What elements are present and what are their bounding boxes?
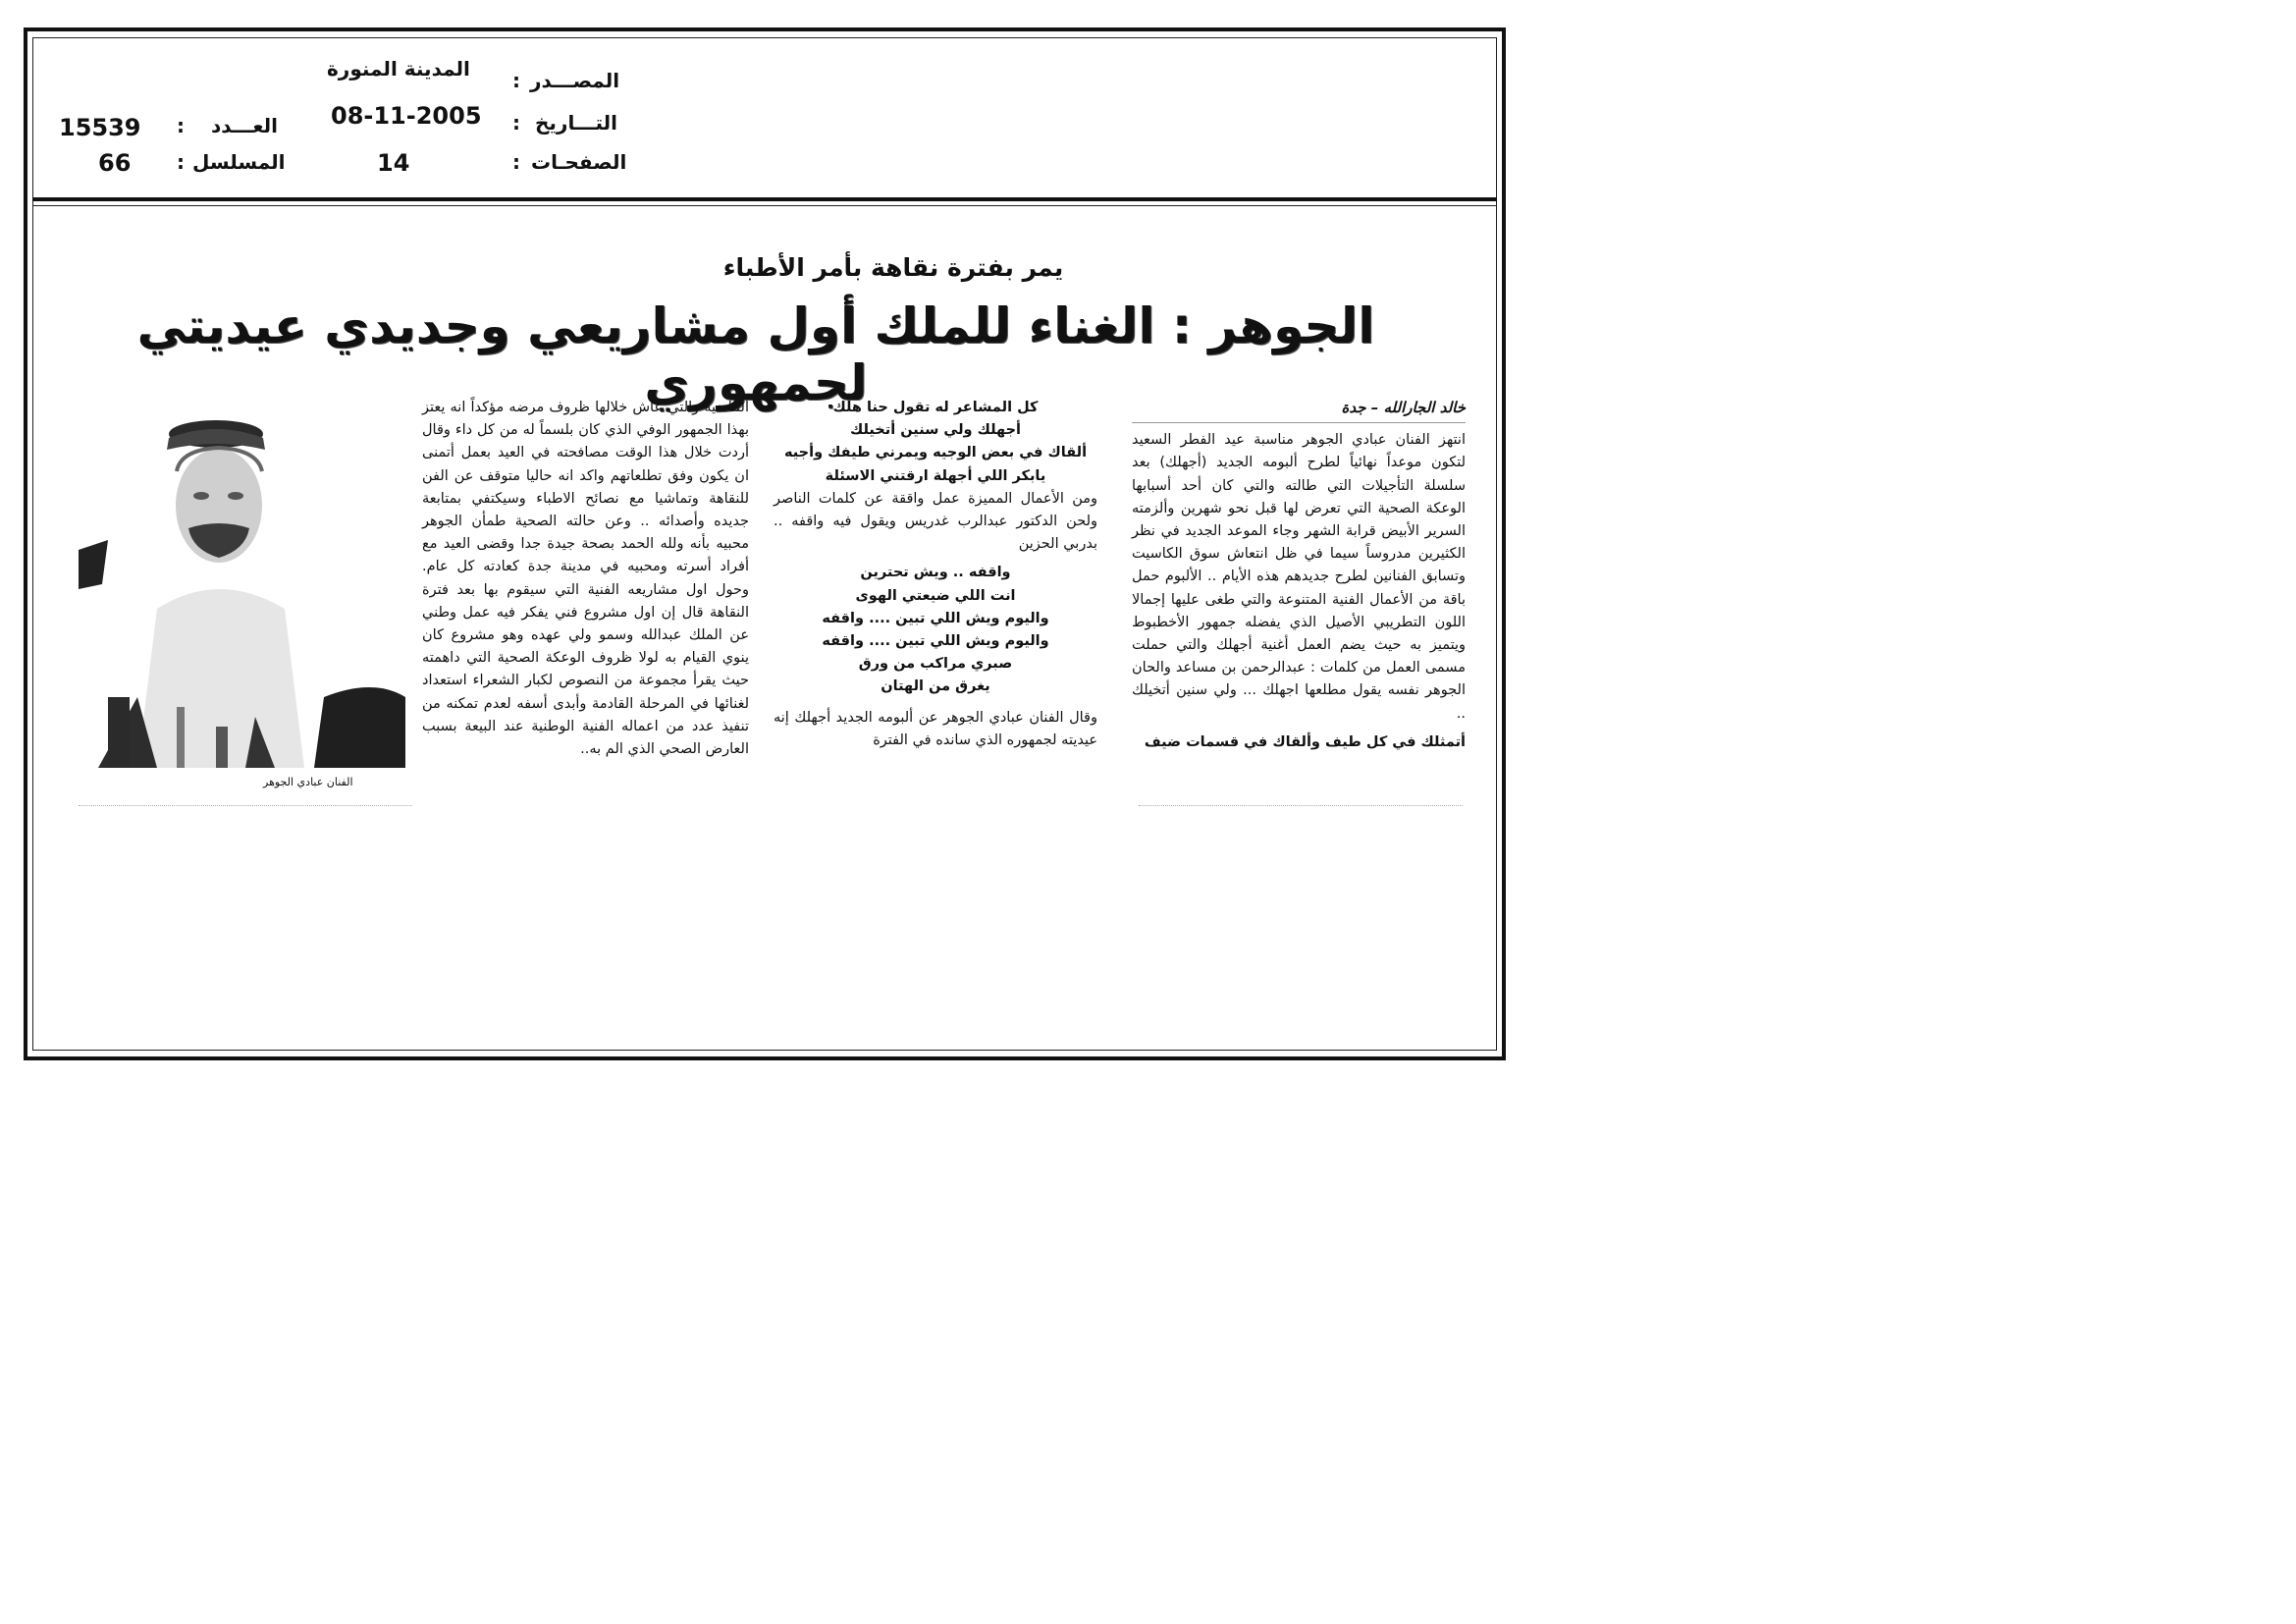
photo-caption: الفنان عبادي الجوهر <box>263 776 353 788</box>
pages-colon: : <box>512 150 520 174</box>
col2-paragraph: ومن الأعمال المميزة عمل واققة عن كلمات الناصر ولحن الدكتور عبدالرب غدريس ويقول فيه واقفه .. بدربي الحزين <box>774 490 1097 553</box>
issue-label: العـــدد <box>211 114 278 137</box>
serial-colon: : <box>177 150 185 174</box>
serial-value: 66 <box>98 149 132 177</box>
column-end-rule <box>1139 805 1463 806</box>
article-column-2 <box>774 397 1097 752</box>
pages-label: الصفحـات <box>531 150 627 174</box>
pages-value: 14 <box>377 149 410 177</box>
poem-line: كل المشاعر له تقول حنا هلك <box>832 400 1039 415</box>
portrait-image <box>79 403 405 768</box>
source-colon: : <box>512 69 520 92</box>
date-colon: : <box>512 111 520 135</box>
header-divider-thin <box>32 205 1497 206</box>
issue-value: 15539 <box>59 114 141 141</box>
poem-line: انت اللي ضيعتي الهوى <box>855 587 1016 604</box>
poem-line: يابكر اللي أجهلة ارقتني الاسئلة <box>825 467 1046 484</box>
column-end-rule <box>79 805 412 806</box>
issue-colon: : <box>177 114 185 137</box>
article-column-3 <box>422 397 749 761</box>
col1-paragraph: انتهز الفنان عبادي الجوهر مناسبة عيد الفطر السعيد لتكون موعداً نهائياً لطرح ألبومه الجديد (أجهلك) بعد سلسلة التأجيلات التي طالته والتي كان أحد أسبابها الوعكة الصحية التي تعرض لها قبل نحو شهرين وألزمته السرير الأبيض قرابة الشهر وجاء الموعد الجديد في نظر الكثيرين مدروساً سيما في ظل انتعاش سوق الكاسيت وتسابق الفنانين لطرح جديدهم هذه الأيام .. الألبوم حمل باقة من الأعمال الفنية المتنوعة والتي طغى عليها إجمالا اللون التطريبي الأصيل الذي يفضله جمهور الأخطبوط ويتميز به حيث يضم العمل أغنية أجهلك والتي حملت مسمى العمل من كلمات : عبدالرحمن بن مساعد والحان الجوهر نفسه يقول مطلعها اجهلك ... ولي سنين أتخيلك .. <box>1132 432 1466 722</box>
kicker: يمر بفترة نقاهة بأمر الأطباء <box>722 253 1064 282</box>
date-value: 08-11-2005 <box>331 102 482 130</box>
poem-line: يغرق من الهتان <box>881 678 990 695</box>
poem-line: واليوم ويش اللي تبين .... واقفه <box>822 610 1049 626</box>
byline: خالد الجارالله – جدة <box>1132 397 1466 423</box>
portrait-photo <box>79 403 405 768</box>
col2-paragraph: وقال الفنان عبادي الجوهر عن ألبومه الجديد أجهلك إنه عيديته لجمهوره الذي سانده في الفترة <box>774 709 1097 748</box>
poem-line: صبري مراكب من ورق <box>858 656 1013 673</box>
headline-block <box>69 253 1443 411</box>
poem-line: واقفه .. ويش تحترين <box>860 565 1011 581</box>
poem-line: واليوم ويش اللي تبين .... واقفه <box>822 633 1049 650</box>
col1-closing-line: أتمثلك في كل طيف وألقاك في قسمات ضيف <box>1144 733 1466 750</box>
article-column-1 <box>1132 397 1466 754</box>
poem-line: أجهلك ولي سنين أتخيلك <box>849 422 1022 439</box>
header-divider <box>32 197 1497 201</box>
col3-paragraph: الماضية والتي عاش خلالها ظروف مرضه مؤكداً انه يعتز بهذا الجمهور الوفي الذي كان بلسماً له من كل داء وقال أردت خلال هذا الوقت مصافحته في العيد بعمل أتمنى ان يكون وفق تطلعاتهم واكد انه حاليا متوقف عن الفن للنقاهة وتماشيا مع نصائح الاطباء وسيكتفي بمتابعة جديده وأصدائه .. وعن حالته الصحية طمأن الجوهر محبيه بأنه ولله الحمد بصحة جيدة جدا وقضى العيد مع أفراد أسرته ومحبيه في مدينة جدة كعادته كل عام. وحول اول مشاريعه الفنية التي سيقوم بها بعد فترة النقاهة قال إن اول مشروع فني يفكر فيه عمل وطني عن الملك عبدالله وسمو ولي عهده وهو مشروع كان ينوي القيام به لولا ظروف الوعكة الصحية التي داهمته حيث يقرأ مجموعة من النصوص لكبار الشعراء استعداد لغنائها في المرحلة القادمة وأبدى أسفه لعدم تمكنه من تنفيذ عدد من اعماله الفنية الوطنية عند البيعة بسبب العارض الصحي الذي الم به.. <box>422 400 749 758</box>
serial-label: المسلسل <box>192 150 286 174</box>
headline: الجوهر : الغناء للملك أول مشاريعي وجديدي عيديتي لجمهوري <box>136 298 1375 411</box>
source-label: المصـــدر <box>530 69 620 92</box>
poem-line: ألقاك في بعض الوجيه ويمرني طيفك وأجيه <box>783 445 1088 461</box>
date-label: التـــاريخ <box>535 111 617 135</box>
source-value: المدينة المنورة <box>327 57 470 81</box>
